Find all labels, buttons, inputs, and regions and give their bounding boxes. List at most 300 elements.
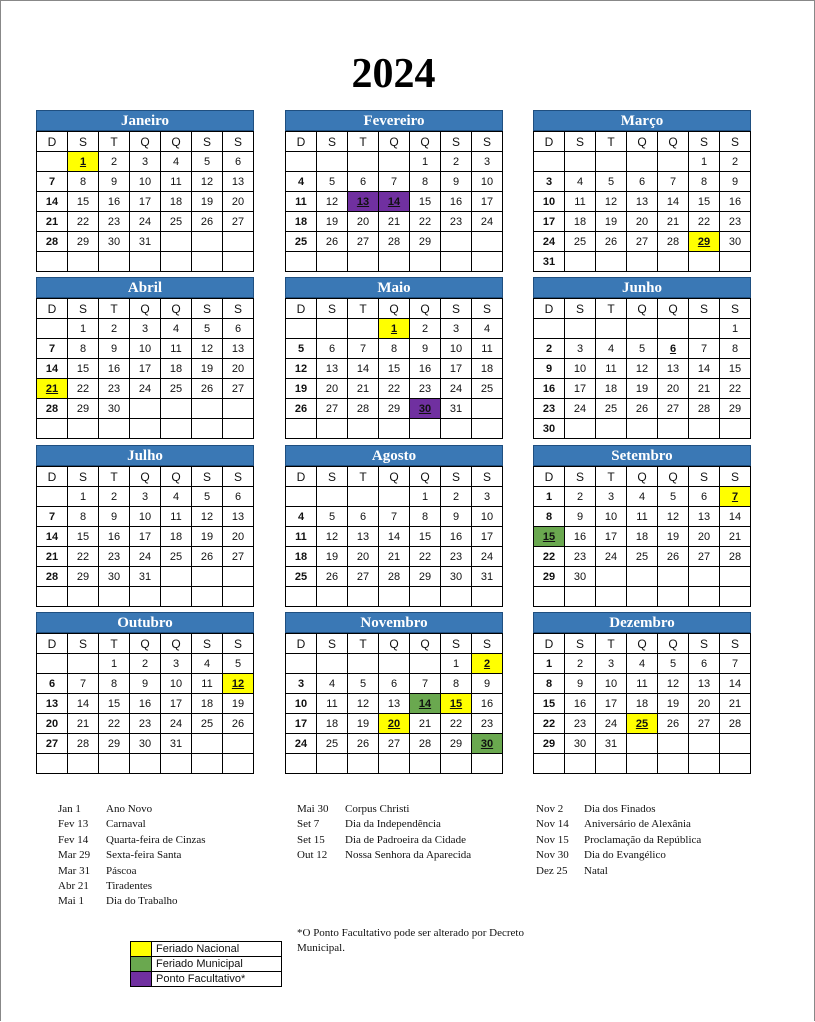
day-cell [472,587,503,607]
weekday-header: S [68,467,99,487]
day-cell: 14 [37,359,68,379]
day-cell: 19 [627,379,658,399]
day-cell: 26 [596,232,627,252]
day-cell: 22 [68,547,99,567]
day-cell: 7 [68,674,99,694]
day-cell: 5 [192,152,223,172]
day-cell: 1 [410,152,441,172]
day-cell: 15 [68,527,99,547]
day-cell: 3 [130,487,161,507]
holiday-item [536,834,701,849]
day-cell [720,419,751,439]
day-cell [286,754,317,774]
day-cell: 7 [348,339,379,359]
weekday-header: S [192,132,223,152]
day-cell: 1 [99,654,130,674]
day-cell: 31 [534,252,565,272]
day-cell: 9 [99,339,130,359]
day-cell: 8 [99,674,130,694]
day-cell: 22 [720,379,751,399]
weekday-header: S [720,299,751,319]
day-cell: 17 [441,359,472,379]
weekday-header: S [441,634,472,654]
day-cell: 27 [689,547,720,567]
day-cell: 20 [689,694,720,714]
weekday-header: Q [658,467,689,487]
day-cell: 26 [627,399,658,419]
weekday-header: S [472,634,503,654]
weekday-header: D [286,634,317,654]
day-cell: 1 [534,654,565,674]
day-cell: 28 [720,547,751,567]
holiday-item [58,895,206,910]
day-cell: 5 [317,507,348,527]
day-cell [658,419,689,439]
day-cell [627,152,658,172]
day-cell: 12 [192,172,223,192]
day-cell: 17 [130,359,161,379]
weekday-header: D [534,299,565,319]
day-cell [192,754,223,774]
day-cell [565,587,596,607]
day-cell: 2 [472,654,503,674]
day-cell [379,419,410,439]
day-cell: 2 [565,487,596,507]
day-cell: 27 [223,547,254,567]
day-cell [99,252,130,272]
day-cell: 8 [534,507,565,527]
day-cell: 5 [658,487,689,507]
day-cell: 30 [441,567,472,587]
day-cell: 30 [99,399,130,419]
day-cell: 11 [627,507,658,527]
day-cell: 3 [565,339,596,359]
day-cell: 13 [379,694,410,714]
holiday-date: Mai 1 [58,895,84,908]
holiday-date: Fev 13 [58,818,89,831]
day-cell: 23 [534,399,565,419]
holiday-name: Proclamação da República [584,833,702,846]
day-cell: 27 [348,232,379,252]
weekday-header: Q [379,467,410,487]
day-cell [37,587,68,607]
day-cell: 18 [286,547,317,567]
day-cell: 12 [286,359,317,379]
day-cell: 29 [720,399,751,419]
day-cell: 10 [534,192,565,212]
day-cell [472,419,503,439]
day-cell: 23 [99,547,130,567]
weekday-header: S [565,299,596,319]
day-cell: 1 [534,487,565,507]
day-cell: 27 [689,714,720,734]
day-cell: 17 [596,694,627,714]
weekday-header: S [223,132,254,152]
holiday-name: Sexta-feira Santa [106,849,182,862]
day-cell [37,654,68,674]
day-cell: 8 [410,172,441,192]
weekday-header: S [565,132,596,152]
day-cell: 4 [627,487,658,507]
weekday-header: S [689,299,720,319]
day-cell: 18 [317,714,348,734]
weekday-header: D [37,467,68,487]
holiday-date: Fev 14 [58,833,89,846]
day-cell: 30 [410,399,441,419]
day-cell [658,567,689,587]
day-cell [534,319,565,339]
holiday-date: Set 7 [297,818,320,831]
day-cell: 3 [596,654,627,674]
day-cell [192,734,223,754]
day-cell: 9 [565,507,596,527]
day-cell [379,252,410,272]
weekday-header: S [68,634,99,654]
holiday-name: Carnaval [106,818,146,831]
day-cell: 19 [192,527,223,547]
day-cell [596,319,627,339]
day-cell: 19 [317,547,348,567]
day-cell: 23 [130,714,161,734]
day-cell: 17 [286,714,317,734]
day-cell: 5 [596,172,627,192]
weekday-header: S [689,634,720,654]
key-swatch [131,942,152,957]
day-cell: 15 [68,359,99,379]
month-title: Janeiro [36,110,254,131]
day-cell: 23 [99,379,130,399]
holiday-name: Natal [584,864,608,877]
day-cell: 8 [720,339,751,359]
day-cell: 19 [286,379,317,399]
day-cell: 10 [130,339,161,359]
day-cell: 16 [99,359,130,379]
day-cell: 4 [286,172,317,192]
day-cell [286,152,317,172]
weekday-header: T [348,467,379,487]
day-cell: 18 [472,359,503,379]
weekday-header: T [99,467,130,487]
weekday-header: D [534,634,565,654]
day-cell: 27 [37,734,68,754]
day-cell: 23 [472,714,503,734]
weekday-header: S [689,132,720,152]
day-cell [348,587,379,607]
holiday-date: Mai 30 [297,803,329,815]
day-cell [223,232,254,252]
day-cell: 9 [472,674,503,694]
holiday-date: Set 15 [297,833,325,846]
day-cell: 16 [565,694,596,714]
day-cell: 16 [441,192,472,212]
day-cell: 6 [223,319,254,339]
day-cell [68,587,99,607]
day-cell [410,419,441,439]
day-cell: 17 [130,192,161,212]
day-cell [658,734,689,754]
day-cell: 2 [410,319,441,339]
holiday-item [297,803,471,818]
day-cell: 27 [317,399,348,419]
weekday-header: Q [627,299,658,319]
day-cell: 9 [130,674,161,694]
day-cell [596,419,627,439]
day-cell [130,587,161,607]
weekday-header: Q [658,299,689,319]
day-cell: 7 [37,507,68,527]
day-cell [37,754,68,774]
holiday-name: Dia dos Finados [584,803,656,815]
day-cell: 6 [223,152,254,172]
day-cell: 25 [161,379,192,399]
day-cell [192,399,223,419]
day-cell: 8 [379,339,410,359]
day-cell: 21 [720,694,751,714]
day-cell: 26 [658,547,689,567]
weekday-header: T [99,299,130,319]
day-cell: 18 [565,212,596,232]
day-cell: 9 [720,172,751,192]
day-cell [317,152,348,172]
weekday-header: S [720,467,751,487]
day-cell: 5 [192,487,223,507]
day-cell: 5 [348,674,379,694]
day-cell: 20 [689,527,720,547]
holiday-item [536,865,701,880]
key-swatch [131,957,152,972]
day-cell: 29 [68,567,99,587]
day-cell [317,319,348,339]
day-cell: 24 [472,212,503,232]
day-cell: 23 [565,547,596,567]
day-cell [192,587,223,607]
weekday-header: D [286,132,317,152]
day-cell: 28 [379,232,410,252]
day-cell: 4 [161,487,192,507]
day-cell: 29 [99,734,130,754]
day-cell [689,567,720,587]
day-cell: 31 [441,399,472,419]
weekday-header: D [286,299,317,319]
day-cell: 4 [596,339,627,359]
day-cell [565,252,596,272]
month-title: Março [533,110,751,131]
day-cell: 7 [379,172,410,192]
day-cell: 24 [596,547,627,567]
day-cell: 6 [37,674,68,694]
day-cell: 14 [658,192,689,212]
day-cell: 23 [441,547,472,567]
weekday-header: T [596,299,627,319]
day-cell: 17 [534,212,565,232]
day-cell: 2 [99,319,130,339]
day-cell: 24 [472,547,503,567]
day-cell [317,587,348,607]
weekday-header: T [348,299,379,319]
day-cell: 29 [410,567,441,587]
day-cell: 10 [472,172,503,192]
day-cell: 2 [130,654,161,674]
day-cell: 7 [410,674,441,694]
day-cell: 21 [68,714,99,734]
day-cell: 30 [99,232,130,252]
day-cell: 11 [161,339,192,359]
holiday-name: Corpus Christi [345,803,410,815]
day-cell: 22 [410,212,441,232]
day-cell: 13 [223,507,254,527]
day-cell: 14 [348,359,379,379]
day-cell: 12 [348,694,379,714]
day-cell [223,754,254,774]
month-abril [36,277,254,439]
day-cell: 1 [68,152,99,172]
day-cell [68,419,99,439]
day-cell: 4 [472,319,503,339]
day-cell: 2 [99,487,130,507]
day-cell [596,152,627,172]
day-cell [348,754,379,774]
day-cell: 21 [379,212,410,232]
day-cell [192,419,223,439]
day-cell: 12 [192,507,223,527]
day-cell [286,419,317,439]
day-cell: 13 [627,192,658,212]
weekday-header: Q [161,132,192,152]
day-cell [161,419,192,439]
day-cell: 17 [130,527,161,547]
key-label: Feriado Municipal [152,957,282,972]
weekday-header: Q [410,634,441,654]
day-cell: 18 [627,527,658,547]
day-cell: 15 [689,192,720,212]
day-cell: 14 [720,674,751,694]
day-cell: 8 [68,507,99,527]
day-cell: 21 [37,212,68,232]
day-cell: 30 [472,734,503,754]
day-cell: 7 [720,654,751,674]
holiday-name: Aniversário de Alexânia [584,818,691,831]
weekday-header: S [223,467,254,487]
day-cell: 11 [317,694,348,714]
day-cell: 20 [627,212,658,232]
day-cell: 4 [565,172,596,192]
day-cell: 10 [130,172,161,192]
day-cell: 28 [37,567,68,587]
holiday-item [536,818,701,833]
day-cell: 22 [534,714,565,734]
day-cell: 10 [565,359,596,379]
day-cell: 1 [68,487,99,507]
day-cell: 2 [99,152,130,172]
holiday-name: Tiradentes [106,879,153,892]
day-cell: 30 [534,419,565,439]
day-cell [627,567,658,587]
day-cell: 15 [441,694,472,714]
day-cell: 6 [317,339,348,359]
day-cell: 10 [441,339,472,359]
day-cell: 4 [161,319,192,339]
day-cell: 24 [130,547,161,567]
day-cell [596,587,627,607]
day-cell: 8 [689,172,720,192]
day-cell: 25 [286,567,317,587]
day-cell: 14 [379,192,410,212]
day-cell: 24 [534,232,565,252]
weekday-header: D [534,467,565,487]
day-cell: 21 [379,547,410,567]
day-cell: 12 [317,527,348,547]
day-cell: 22 [68,212,99,232]
day-cell: 22 [99,714,130,734]
day-cell: 26 [286,399,317,419]
day-cell: 28 [658,232,689,252]
holiday-date: Nov 2 [536,803,564,815]
weekday-header: D [286,467,317,487]
month-title: Maio [285,277,503,298]
day-cell: 28 [348,399,379,419]
day-cell: 24 [565,399,596,419]
weekday-header: D [37,132,68,152]
day-cell: 2 [441,152,472,172]
day-cell: 18 [627,694,658,714]
day-cell: 14 [689,359,720,379]
weekday-header: T [596,132,627,152]
weekday-header: Q [161,634,192,654]
day-cell [472,252,503,272]
weekday-header: S [565,634,596,654]
day-cell: 11 [286,527,317,547]
day-cell: 30 [565,734,596,754]
day-cell: 14 [37,192,68,212]
day-cell: 1 [441,654,472,674]
day-cell: 19 [596,212,627,232]
day-cell [161,232,192,252]
day-cell: 23 [565,714,596,734]
day-cell: 4 [627,654,658,674]
day-cell: 21 [410,714,441,734]
day-cell: 23 [410,379,441,399]
day-cell [627,419,658,439]
day-cell [130,252,161,272]
day-cell [223,734,254,754]
day-cell: 16 [441,527,472,547]
day-cell [286,252,317,272]
holiday-list-1 [58,803,206,911]
day-cell: 13 [689,507,720,527]
day-cell: 6 [348,172,379,192]
day-cell [348,487,379,507]
day-cell: 19 [658,527,689,547]
day-cell [658,587,689,607]
day-cell: 12 [317,192,348,212]
day-cell: 14 [410,694,441,714]
holiday-list-2 [297,803,471,865]
key-label: Feriado Nacional [152,942,282,957]
day-cell: 8 [68,172,99,192]
weekday-header: Q [410,467,441,487]
day-cell: 31 [130,232,161,252]
day-cell: 14 [37,527,68,547]
day-cell: 20 [37,714,68,734]
key-label: Ponto Facultativo* [152,972,282,987]
day-cell: 31 [130,567,161,587]
weekday-header: Q [130,634,161,654]
day-cell: 10 [161,674,192,694]
day-cell [379,654,410,674]
day-cell [348,654,379,674]
day-cell: 21 [658,212,689,232]
day-cell: 27 [627,232,658,252]
